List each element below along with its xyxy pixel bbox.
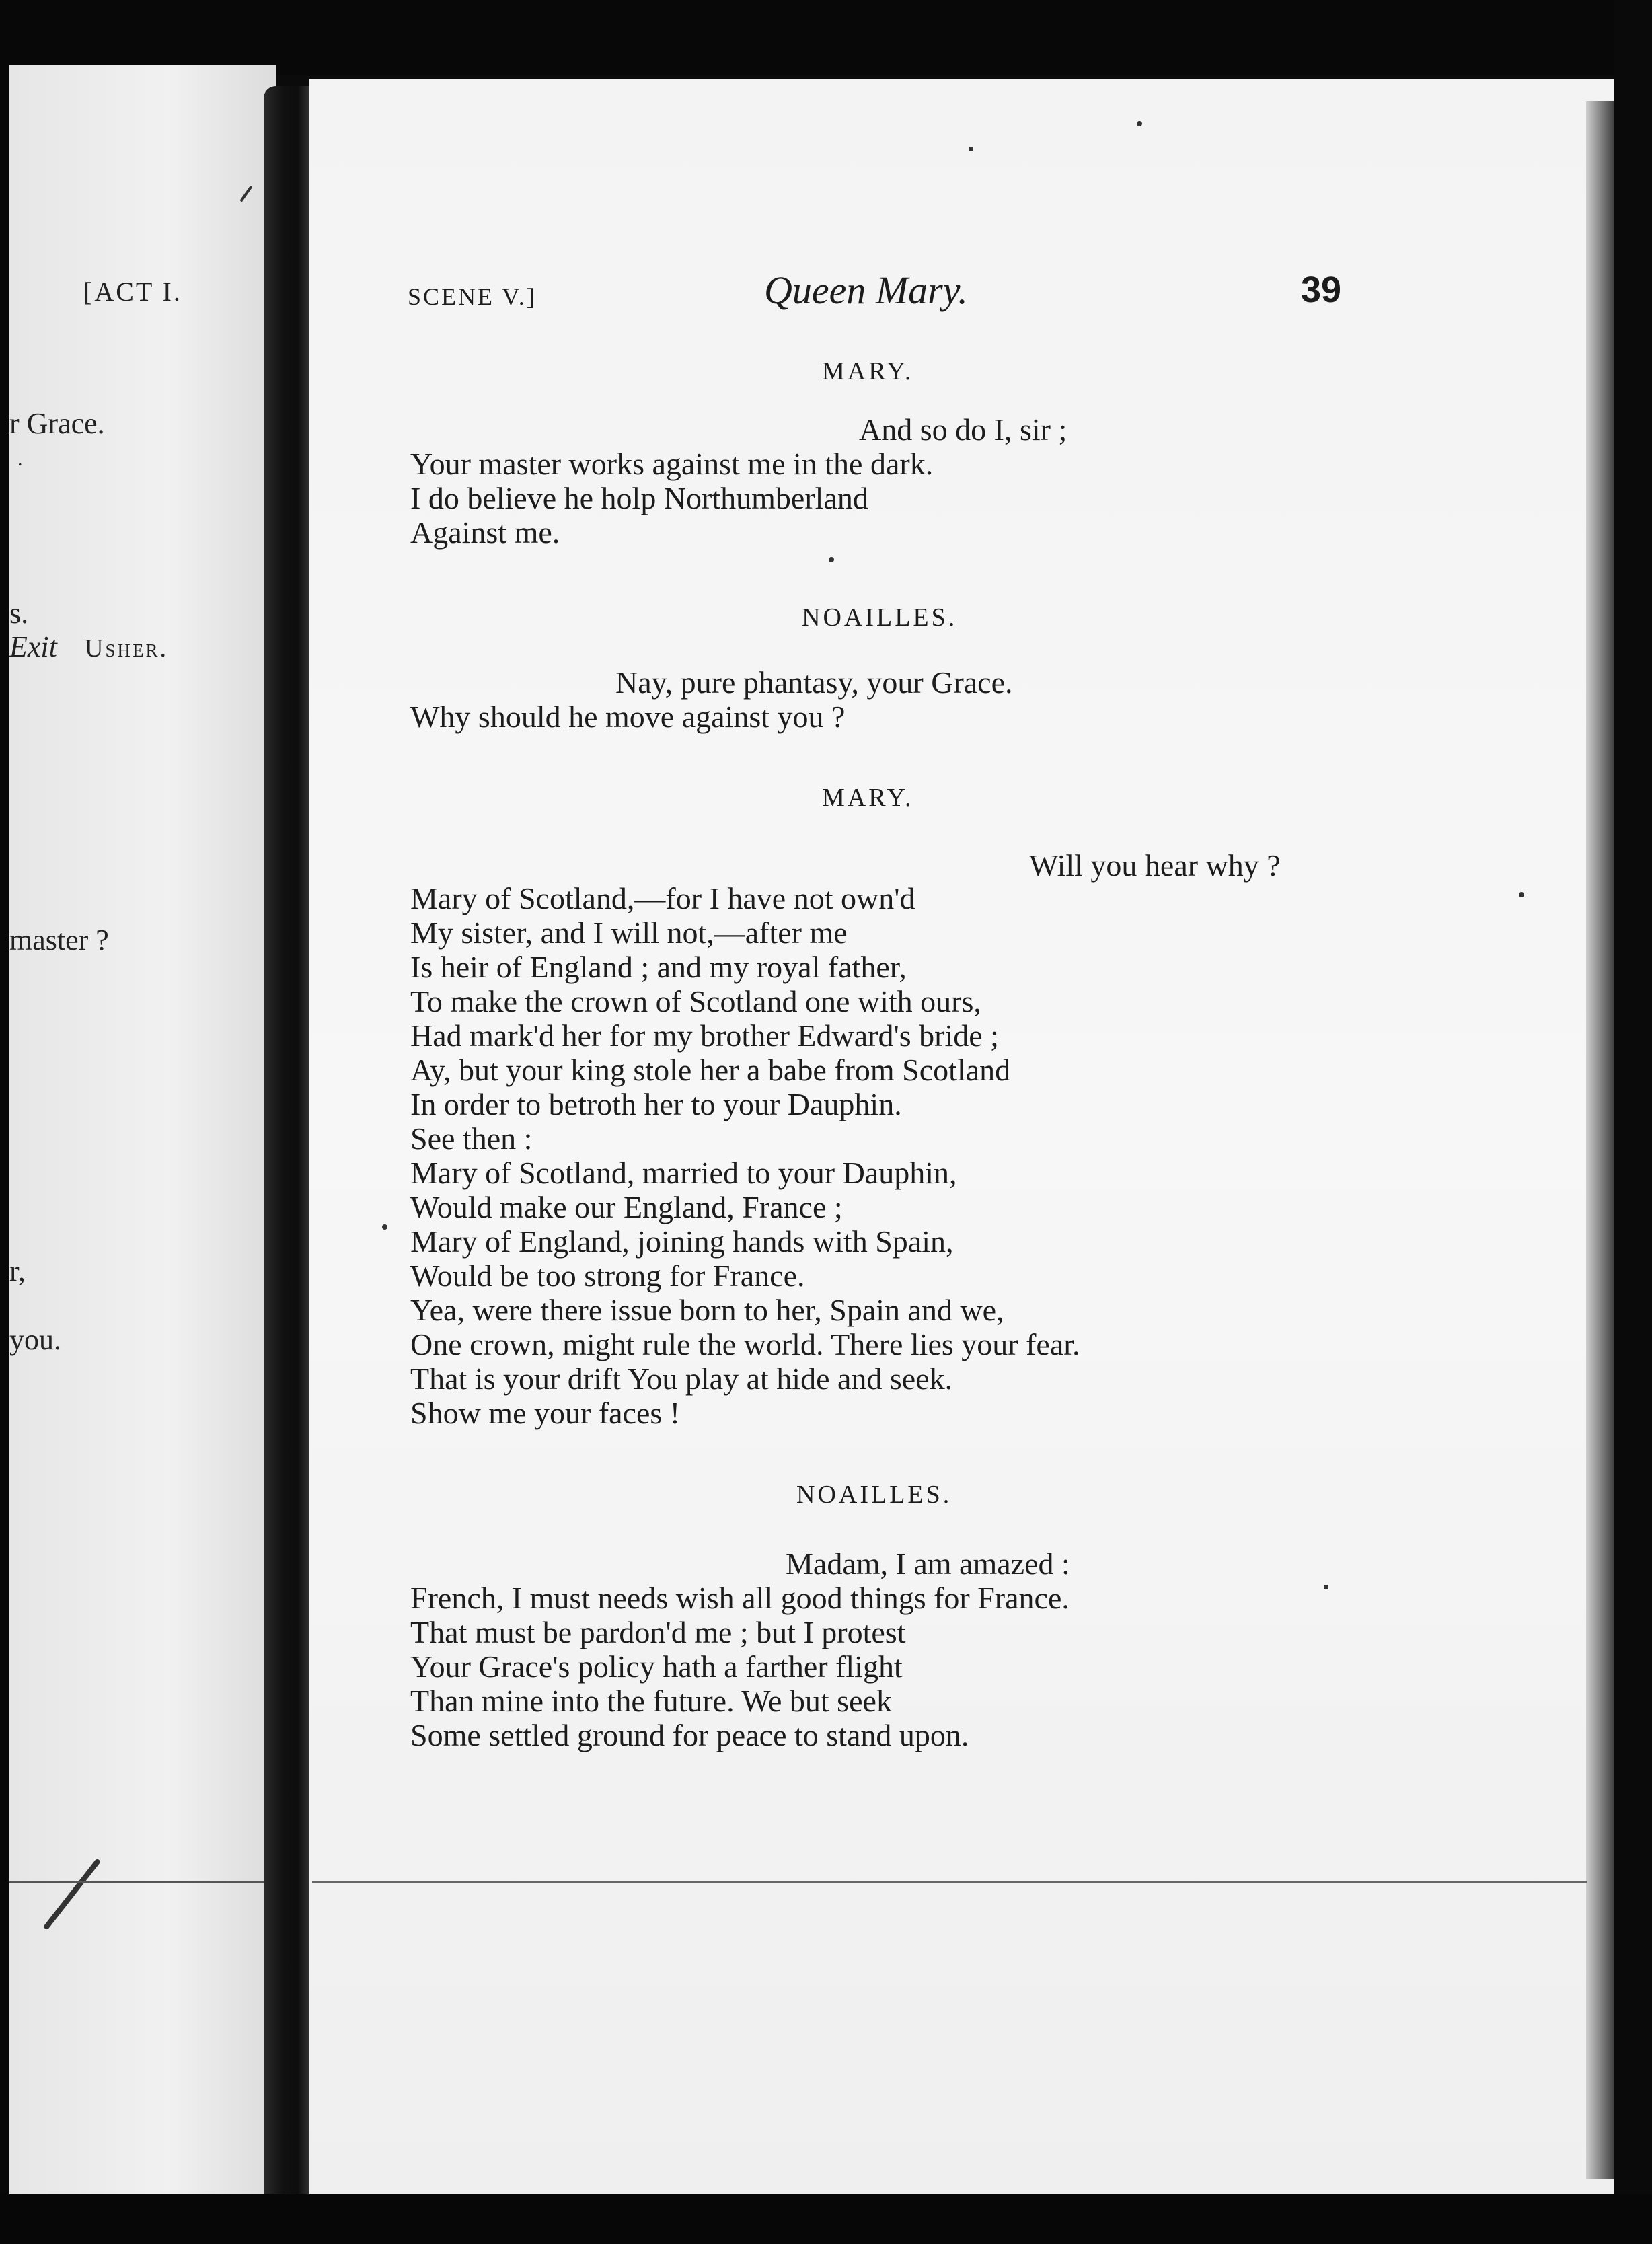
verse-continuation: Nay, pure phantasy, your Grace. bbox=[615, 665, 1013, 700]
verse-line: Against me. bbox=[410, 515, 560, 550]
verse-line: Mary of Scotland,—for I have not own'd bbox=[410, 881, 915, 915]
left-fragment: Usher. bbox=[85, 634, 168, 663]
left-fragment: master ? bbox=[9, 924, 109, 957]
left-fragment: Exit bbox=[9, 630, 57, 663]
verse-block bbox=[410, 700, 845, 734]
verse-line: Would make our England, France ; bbox=[410, 1190, 843, 1224]
ink-speck bbox=[239, 185, 252, 202]
verse-line: Had mark'd her for my brother Edward's bride ; bbox=[410, 1018, 999, 1053]
left-fragment: r Grace. bbox=[9, 407, 105, 440]
verse-line: Show me your faces ! bbox=[410, 1396, 681, 1430]
left-page bbox=[9, 65, 276, 2194]
page-edge bbox=[1586, 101, 1618, 2179]
verse-block bbox=[410, 447, 933, 550]
page-rule bbox=[312, 1881, 1587, 1883]
ink-speck bbox=[969, 147, 973, 151]
verse-line: Your master works against me in the dark. bbox=[410, 447, 934, 481]
verse-line: Why should he move against you ? bbox=[410, 700, 846, 734]
ink-speck bbox=[43, 1858, 101, 1930]
verse-line: Mary of England, joining hands with Spain, bbox=[410, 1224, 954, 1259]
scan-border-bottom bbox=[0, 2194, 1652, 2244]
left-fragment: s. bbox=[9, 597, 29, 630]
speaker-name: MARY. bbox=[822, 784, 914, 812]
page-gutter bbox=[264, 86, 312, 2194]
verse-line: See then : bbox=[410, 1121, 533, 1156]
verse-continuation: Will you hear why ? bbox=[1029, 848, 1281, 883]
speaker-name: NOAILLES. bbox=[802, 603, 958, 632]
running-head bbox=[0, 262, 1652, 316]
verse-block bbox=[410, 881, 1080, 1430]
speaker-name: MARY. bbox=[822, 357, 914, 385]
verse-line: Would be too strong for France. bbox=[410, 1259, 805, 1293]
page-number: 39 bbox=[1301, 270, 1342, 310]
verse-continuation: Madam, I am amazed : bbox=[786, 1546, 1070, 1581]
verse-line: That is your drift You play at hide and seek. bbox=[410, 1361, 953, 1396]
verse-line: My sister, and I will not,—after me bbox=[410, 915, 848, 950]
scene-label: SCENE V.] bbox=[408, 283, 537, 310]
page-rule bbox=[9, 1881, 264, 1883]
verse-block bbox=[410, 1581, 1069, 1752]
left-fragment: r, bbox=[9, 1255, 26, 1287]
verse-line: Yea, were there issue born to her, Spain and we, bbox=[410, 1293, 1004, 1327]
left-fragment: you. bbox=[9, 1323, 61, 1356]
page-title: Queen Mary. bbox=[764, 268, 968, 312]
verse-continuation: And so do I, sir ; bbox=[859, 412, 1067, 447]
ink-speck bbox=[829, 557, 834, 562]
verse-line: Is heir of England ; and my royal father, bbox=[410, 950, 907, 984]
speaker-name: NOAILLES. bbox=[796, 1481, 952, 1509]
ink-speck bbox=[382, 1224, 387, 1230]
verse-line: Your Grace's policy hath a farther flight bbox=[410, 1649, 903, 1684]
ink-speck bbox=[1137, 121, 1142, 126]
verse-line: That must be pardon'd me ; but I protest bbox=[410, 1615, 906, 1649]
scan-border-left bbox=[0, 0, 9, 2244]
verse-line: Than mine into the future. We but seek bbox=[410, 1684, 892, 1718]
verse-line: French, I must needs wish all good things for France. bbox=[410, 1581, 1069, 1615]
left-fragment: . bbox=[17, 448, 23, 470]
verse-line: Mary of Scotland, married to your Dauphin, bbox=[410, 1156, 957, 1190]
verse-line: In order to betroth her to your Dauphin. bbox=[410, 1087, 902, 1121]
verse-line: One crown, might rule the world. There lies your fear. bbox=[410, 1327, 1080, 1361]
left-act-header: [ACT I. bbox=[83, 276, 182, 307]
verse-line: I do believe he holp Northumberland bbox=[410, 481, 868, 515]
scan-border-right bbox=[1614, 0, 1652, 2244]
verse-line: Ay, but your king stole her a babe from Scotland bbox=[410, 1053, 1011, 1087]
ink-speck bbox=[1519, 892, 1524, 897]
verse-line: To make the crown of Scotland one with ours, bbox=[410, 984, 981, 1018]
ink-speck bbox=[1324, 1585, 1328, 1590]
verse-line: Some settled ground for peace to stand upon. bbox=[410, 1718, 969, 1752]
